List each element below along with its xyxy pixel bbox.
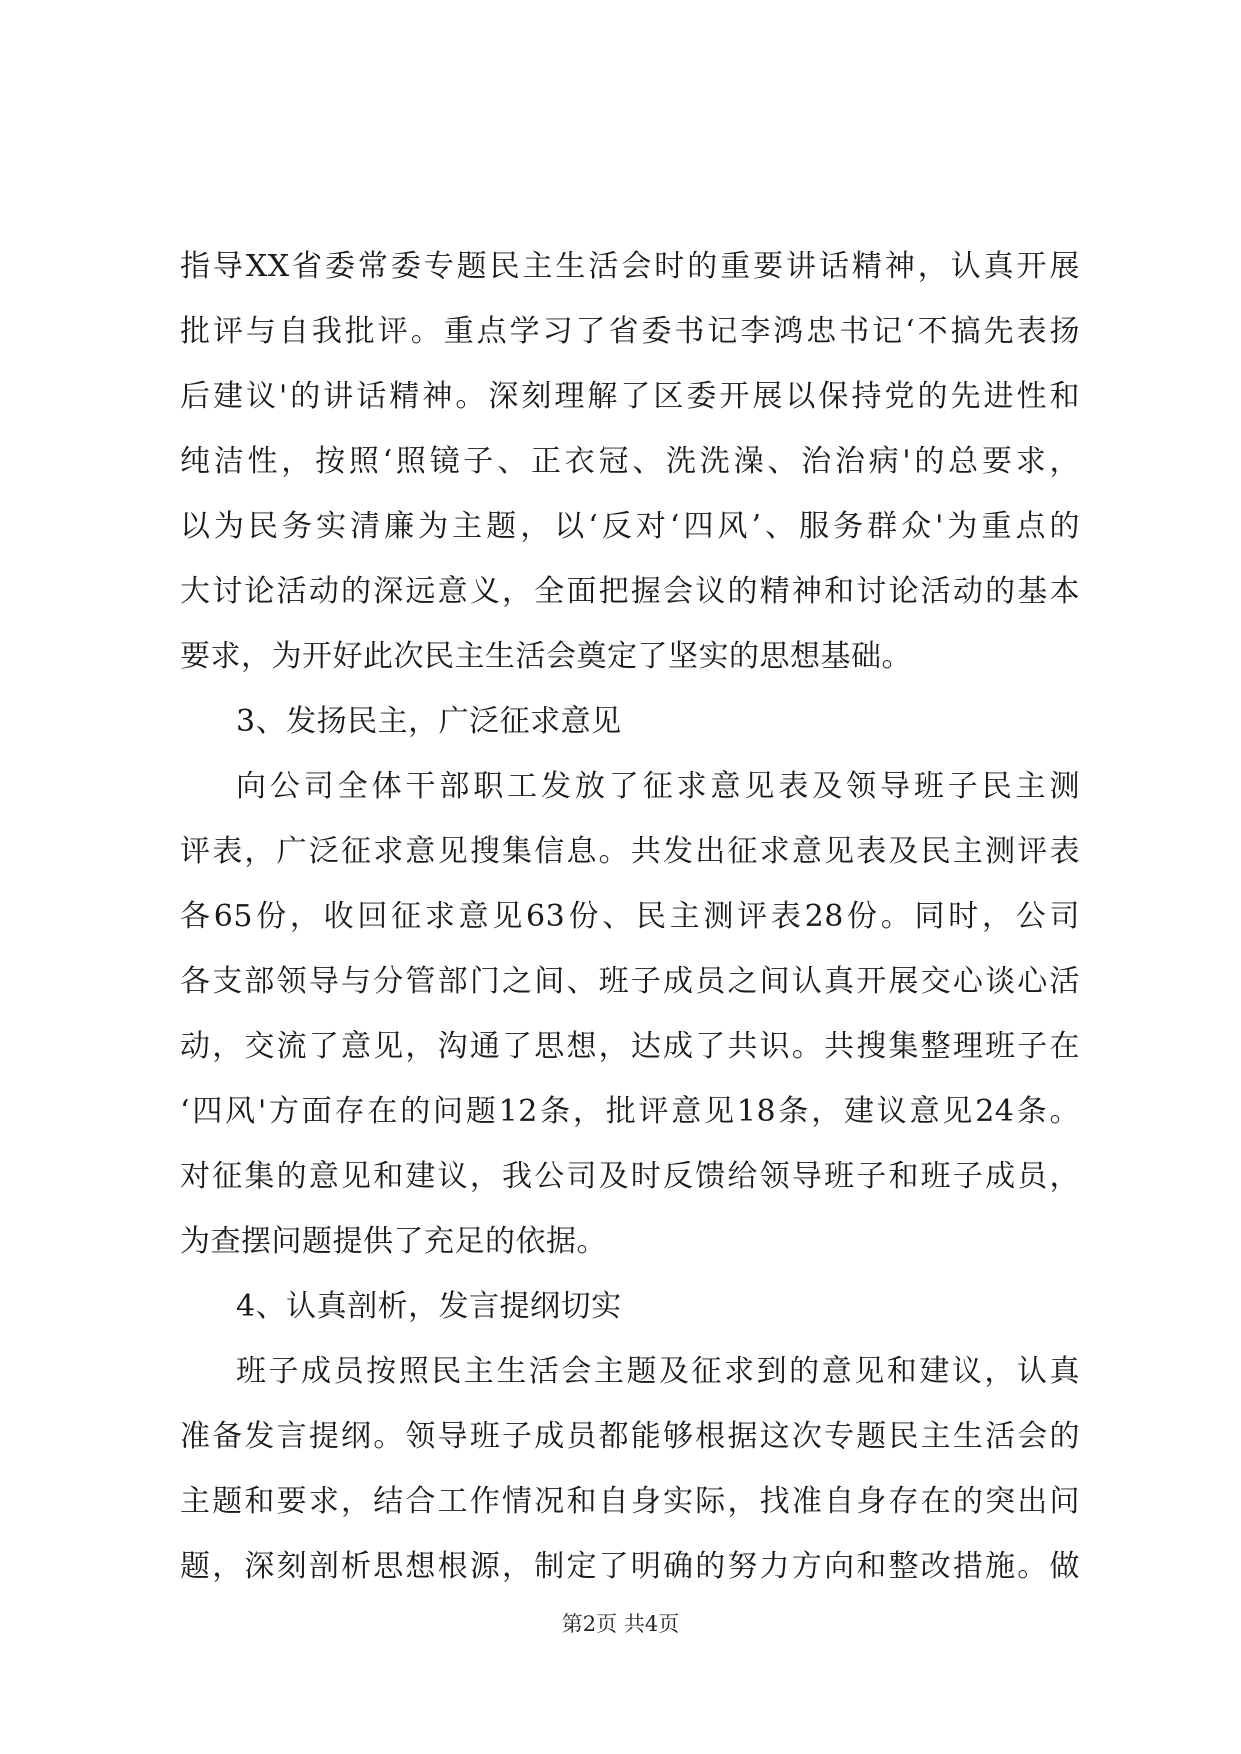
text-line: 后建议'的讲话精神。深刻理解了区委开展以保持党的先进性和 bbox=[180, 379, 1080, 414]
text-line: 各65份，收回征求意见63份、民主测评表28份。同时，公司 bbox=[180, 899, 1080, 934]
text-line: 对征集的意见和建议，我公司及时反馈给领导班子和班子成员， bbox=[180, 1159, 1080, 1194]
page-number-footer: 第2页 共4页 bbox=[561, 1612, 680, 1636]
text-line: 向公司全体干部职工发放了征求意见表及领导班子民主测 bbox=[236, 769, 1080, 804]
text-line: 准备发言提纲。领导班子成员都能够根据这次专题民主生活会的 bbox=[180, 1419, 1080, 1454]
text-line: 纯洁性，按照‘照镜子、正衣冠、洗洗澡、治治病'的总要求， bbox=[180, 444, 1080, 479]
text-line: 为查摆问题提供了充足的依据。 bbox=[180, 1224, 607, 1259]
text-line: 主题和要求，结合工作情况和自身实际，找准自身存在的突出问 bbox=[180, 1484, 1080, 1519]
text-line: 评表，广泛征求意见搜集信息。共发出征求意见表及民主测评表 bbox=[180, 834, 1080, 869]
text-line: 各支部领导与分管部门之间、班子成员之间认真开展交心谈心活 bbox=[180, 964, 1080, 999]
text-line: 批评与自我批评。重点学习了省委书记李鸿忠书记‘不搞先表扬 bbox=[180, 314, 1080, 349]
section-heading: 4、认真剖析，发言提纲切实 bbox=[236, 1289, 622, 1324]
text-line: 大讨论活动的深远意义，全面把握会议的精神和讨论活动的基本 bbox=[180, 574, 1080, 609]
text-line: 要求，为开好此次民主生活会奠定了坚实的思想基础。 bbox=[180, 639, 912, 674]
text-line: 题，深刻剖析思想根源，制定了明确的努力方向和整改措施。做 bbox=[180, 1549, 1080, 1584]
text-line: 以为民务实清廉为主题，以‘反对‘四风’、服务群众'为重点的 bbox=[180, 509, 1080, 544]
text-line: 班子成员按照民主生活会主题及征求到的意见和建议，认真 bbox=[236, 1354, 1080, 1389]
text-line: 动，交流了意见，沟通了思想，达成了共识。共搜集整理班子在 bbox=[180, 1029, 1080, 1064]
document-body bbox=[180, 234, 1080, 1599]
section-heading: 3、发扬民主，广泛征求意见 bbox=[236, 704, 622, 739]
text-line: ‘四风'方面存在的问题12条，批评意见18条，建议意见24条。 bbox=[180, 1094, 1080, 1129]
text-line: 指导XX省委常委专题民主生活会时的重要讲话精神，认真开展 bbox=[180, 249, 1080, 284]
